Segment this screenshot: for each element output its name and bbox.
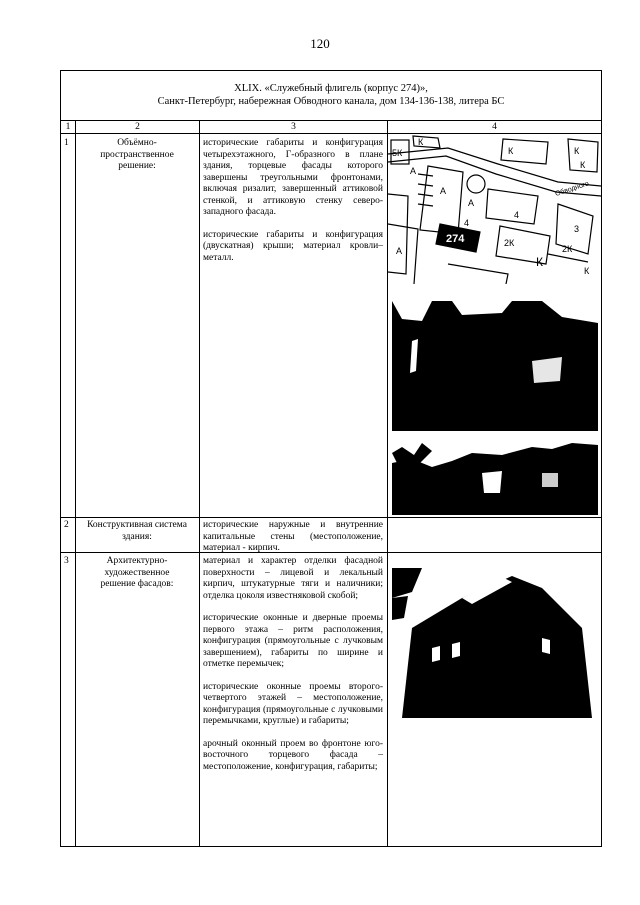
row-1-paragraph: исторические габариты и конфигурация (двускатная) крыши; материал кровли– металл.	[203, 229, 383, 263]
map-label: К	[584, 266, 590, 276]
map-label: 4	[514, 210, 520, 220]
map-label: 5К	[392, 148, 403, 158]
map-label: К	[536, 255, 543, 269]
photo-building-corner	[392, 568, 598, 736]
photo-courtyard	[392, 301, 598, 431]
row-3-paragraph: материал и характер отделки фасадной поверхности – лицевой и лекальный кирпич, штукатурные тяги и наличники; отделка цоколя известняковой скобой;	[203, 556, 383, 601]
map-label: К	[508, 146, 514, 156]
row-1-paragraph: исторические габариты и конфигурация четырехэтажного, Г-образного в плане здания, торцевые фасады которого завершены треугольными фронтонами, включая ризалит, завершенный аттиковой стенкой, и аттиковую стенку северо-западного фасада.	[203, 138, 383, 217]
street-label: Обводного	[554, 180, 590, 198]
map-label: К	[574, 146, 580, 156]
row-3-name: Архитектурно-художественное решение фасадов:	[100, 556, 174, 589]
row-1-description	[203, 138, 383, 275]
row-3-paragraph: исторические оконные и дверные проемы первого этажа – ритм расположения, конфигурация (прямоугольные с лучковым завершением), габариты по ширине и отметке перемычек;	[203, 613, 383, 669]
page-number: 120	[310, 36, 330, 51]
title-line-1: XLIX. «Служебный флигель (корпус 274)»,	[234, 83, 428, 94]
map-label: А	[410, 166, 417, 176]
row-3-number: 3	[64, 556, 69, 566]
photo-building-facade	[392, 433, 598, 515]
map-label: А	[468, 198, 475, 208]
row-2-number: 2	[64, 520, 69, 530]
row-3-paragraph: исторические оконные проемы второго-четвертого этажей – местоположение, конфигурация (прямоугольные с лучковыми перемычками, круглые) и габариты;	[203, 681, 383, 726]
map-label: А	[396, 246, 403, 256]
map-label: К	[580, 160, 586, 170]
col-header-2: 2	[135, 122, 140, 132]
table-title	[61, 71, 601, 121]
map-label: К	[418, 137, 424, 147]
heritage-table	[60, 70, 602, 847]
row-2-paragraph: исторические наружные и внутренние капитальные стены (местоположение, материал - кирпич.	[203, 520, 383, 553]
col-header-4: 4	[492, 122, 497, 132]
row-2-name: Конструктивная система здания:	[87, 520, 187, 542]
building-number: 274	[446, 233, 465, 245]
map-label: 2К	[504, 238, 515, 248]
site-plan-map	[388, 134, 601, 284]
row-1-number: 1	[64, 138, 69, 148]
map-label: 3	[574, 224, 580, 234]
col-header-1: 1	[65, 122, 71, 132]
map-label: 4	[464, 218, 470, 228]
row-3-paragraph: арочный оконный проем во фронтоне юго-восточного торцевого фасада – местоположение, конфигурация, габариты;	[203, 738, 383, 772]
row-1-name: Объёмно-пространственное решение:	[100, 138, 174, 171]
map-label: А	[440, 186, 447, 196]
map-label: 2К	[562, 244, 573, 254]
title-line-2: Санкт-Петербург, набережная Обводного канала, дом 134-136-138, литера БС	[157, 96, 505, 107]
col-header-3: 3	[291, 122, 296, 132]
row-3-description	[203, 556, 383, 784]
